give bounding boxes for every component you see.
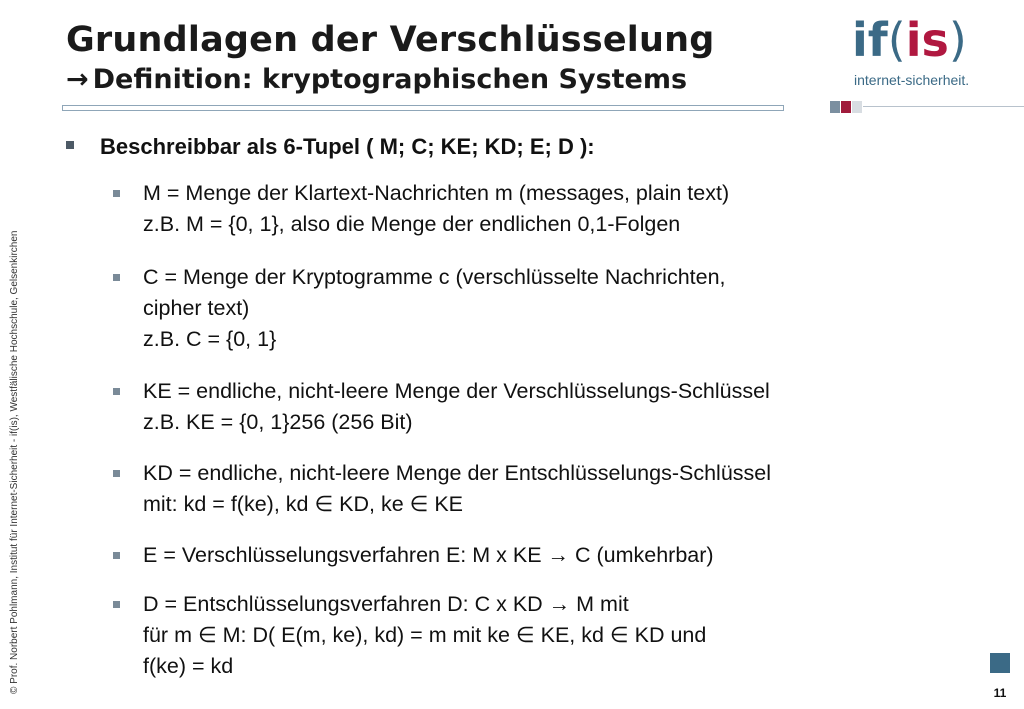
slide-subtitle (66, 64, 687, 95)
divider-square-light (852, 101, 862, 113)
sub-bullet-square-icon (113, 552, 120, 559)
bullet-square-icon (66, 141, 74, 149)
definition-line: für m ∈ M: D( E(m, ke), kd) = m mit ke ∈ KE, kd ∈ KD und (143, 623, 707, 647)
page-marker-square (990, 653, 1010, 673)
definition-line: E = Verschlüsselungsverfahren E: M x KE → C (umkehrbar) (143, 543, 714, 567)
definition-line: z.B. C = {0, 1} (143, 327, 277, 351)
definition-line: D = Entschlüsselungsverfahren D: C x KD → M mit (143, 592, 629, 616)
definition-item (143, 178, 729, 240)
sub-bullet-square-icon (113, 601, 120, 608)
logo-is: is (905, 13, 949, 67)
definition-item (143, 589, 706, 682)
sub-bullet-square-icon (113, 274, 120, 281)
page-number: 11 (993, 686, 1007, 700)
divider-thin-line (863, 106, 1024, 107)
definition-line: M = Menge der Klartext-Nachrichten m (messages, plain text) (143, 181, 730, 205)
slide-title: Grundlagen der Verschlüsselung (66, 20, 715, 60)
definition-line: z.B. KE = {0, 1}256 (256 Bit) (143, 410, 413, 434)
title-divider (62, 101, 1006, 113)
definition-line: f(ke) = kd (143, 654, 234, 678)
definition-item (143, 540, 714, 571)
logo-if: if (852, 13, 888, 67)
definition-item (143, 458, 771, 520)
sub-bullet-square-icon (113, 190, 120, 197)
subtitle-text: Definition: kryptographischen Systems (92, 64, 688, 95)
logo-mark (852, 12, 967, 68)
definition-item (143, 262, 726, 355)
divider-bar (62, 105, 784, 111)
main-bullet: Beschreibbar als 6-Tupel ( M; C; KE; KD; E; D ): (100, 134, 595, 159)
definition-line: z.B. M = {0, 1}, also die Menge der endlichen 0,1-Folgen (143, 212, 681, 236)
definition-line: KE = endliche, nicht-leere Menge der Verschlüsselungs-Schlüssel (143, 379, 770, 403)
sub-bullet-square-icon (113, 470, 120, 477)
logo-subtitle: internet-sicherheit. (854, 72, 970, 88)
logo-open-paren: ( (887, 13, 906, 67)
divider-square-gray (830, 101, 840, 113)
copyright-sidebar: © Prof. Norbert Pohlmann, Institut für Internet-Sicherheit - if(is), Westfälische Hochschule, Gelsenkirchen (9, 230, 20, 694)
logo-close-paren: ) (948, 13, 967, 67)
ifis-logo (852, 12, 992, 92)
definition-item (143, 376, 770, 438)
arrow-right-icon: → (66, 64, 89, 95)
divider-square-red (841, 101, 851, 113)
definition-line: KD = endliche, nicht-leere Menge der Entschlüsselungs-Schlüssel (143, 461, 772, 485)
definition-line: cipher text) (143, 296, 250, 320)
sub-bullet-square-icon (113, 388, 120, 395)
definition-line: C = Menge der Kryptogramme c (verschlüsselte Nachrichten, (143, 265, 726, 289)
definition-line: mit: kd = f(ke), kd ∈ KD, ke ∈ KE (143, 492, 464, 516)
